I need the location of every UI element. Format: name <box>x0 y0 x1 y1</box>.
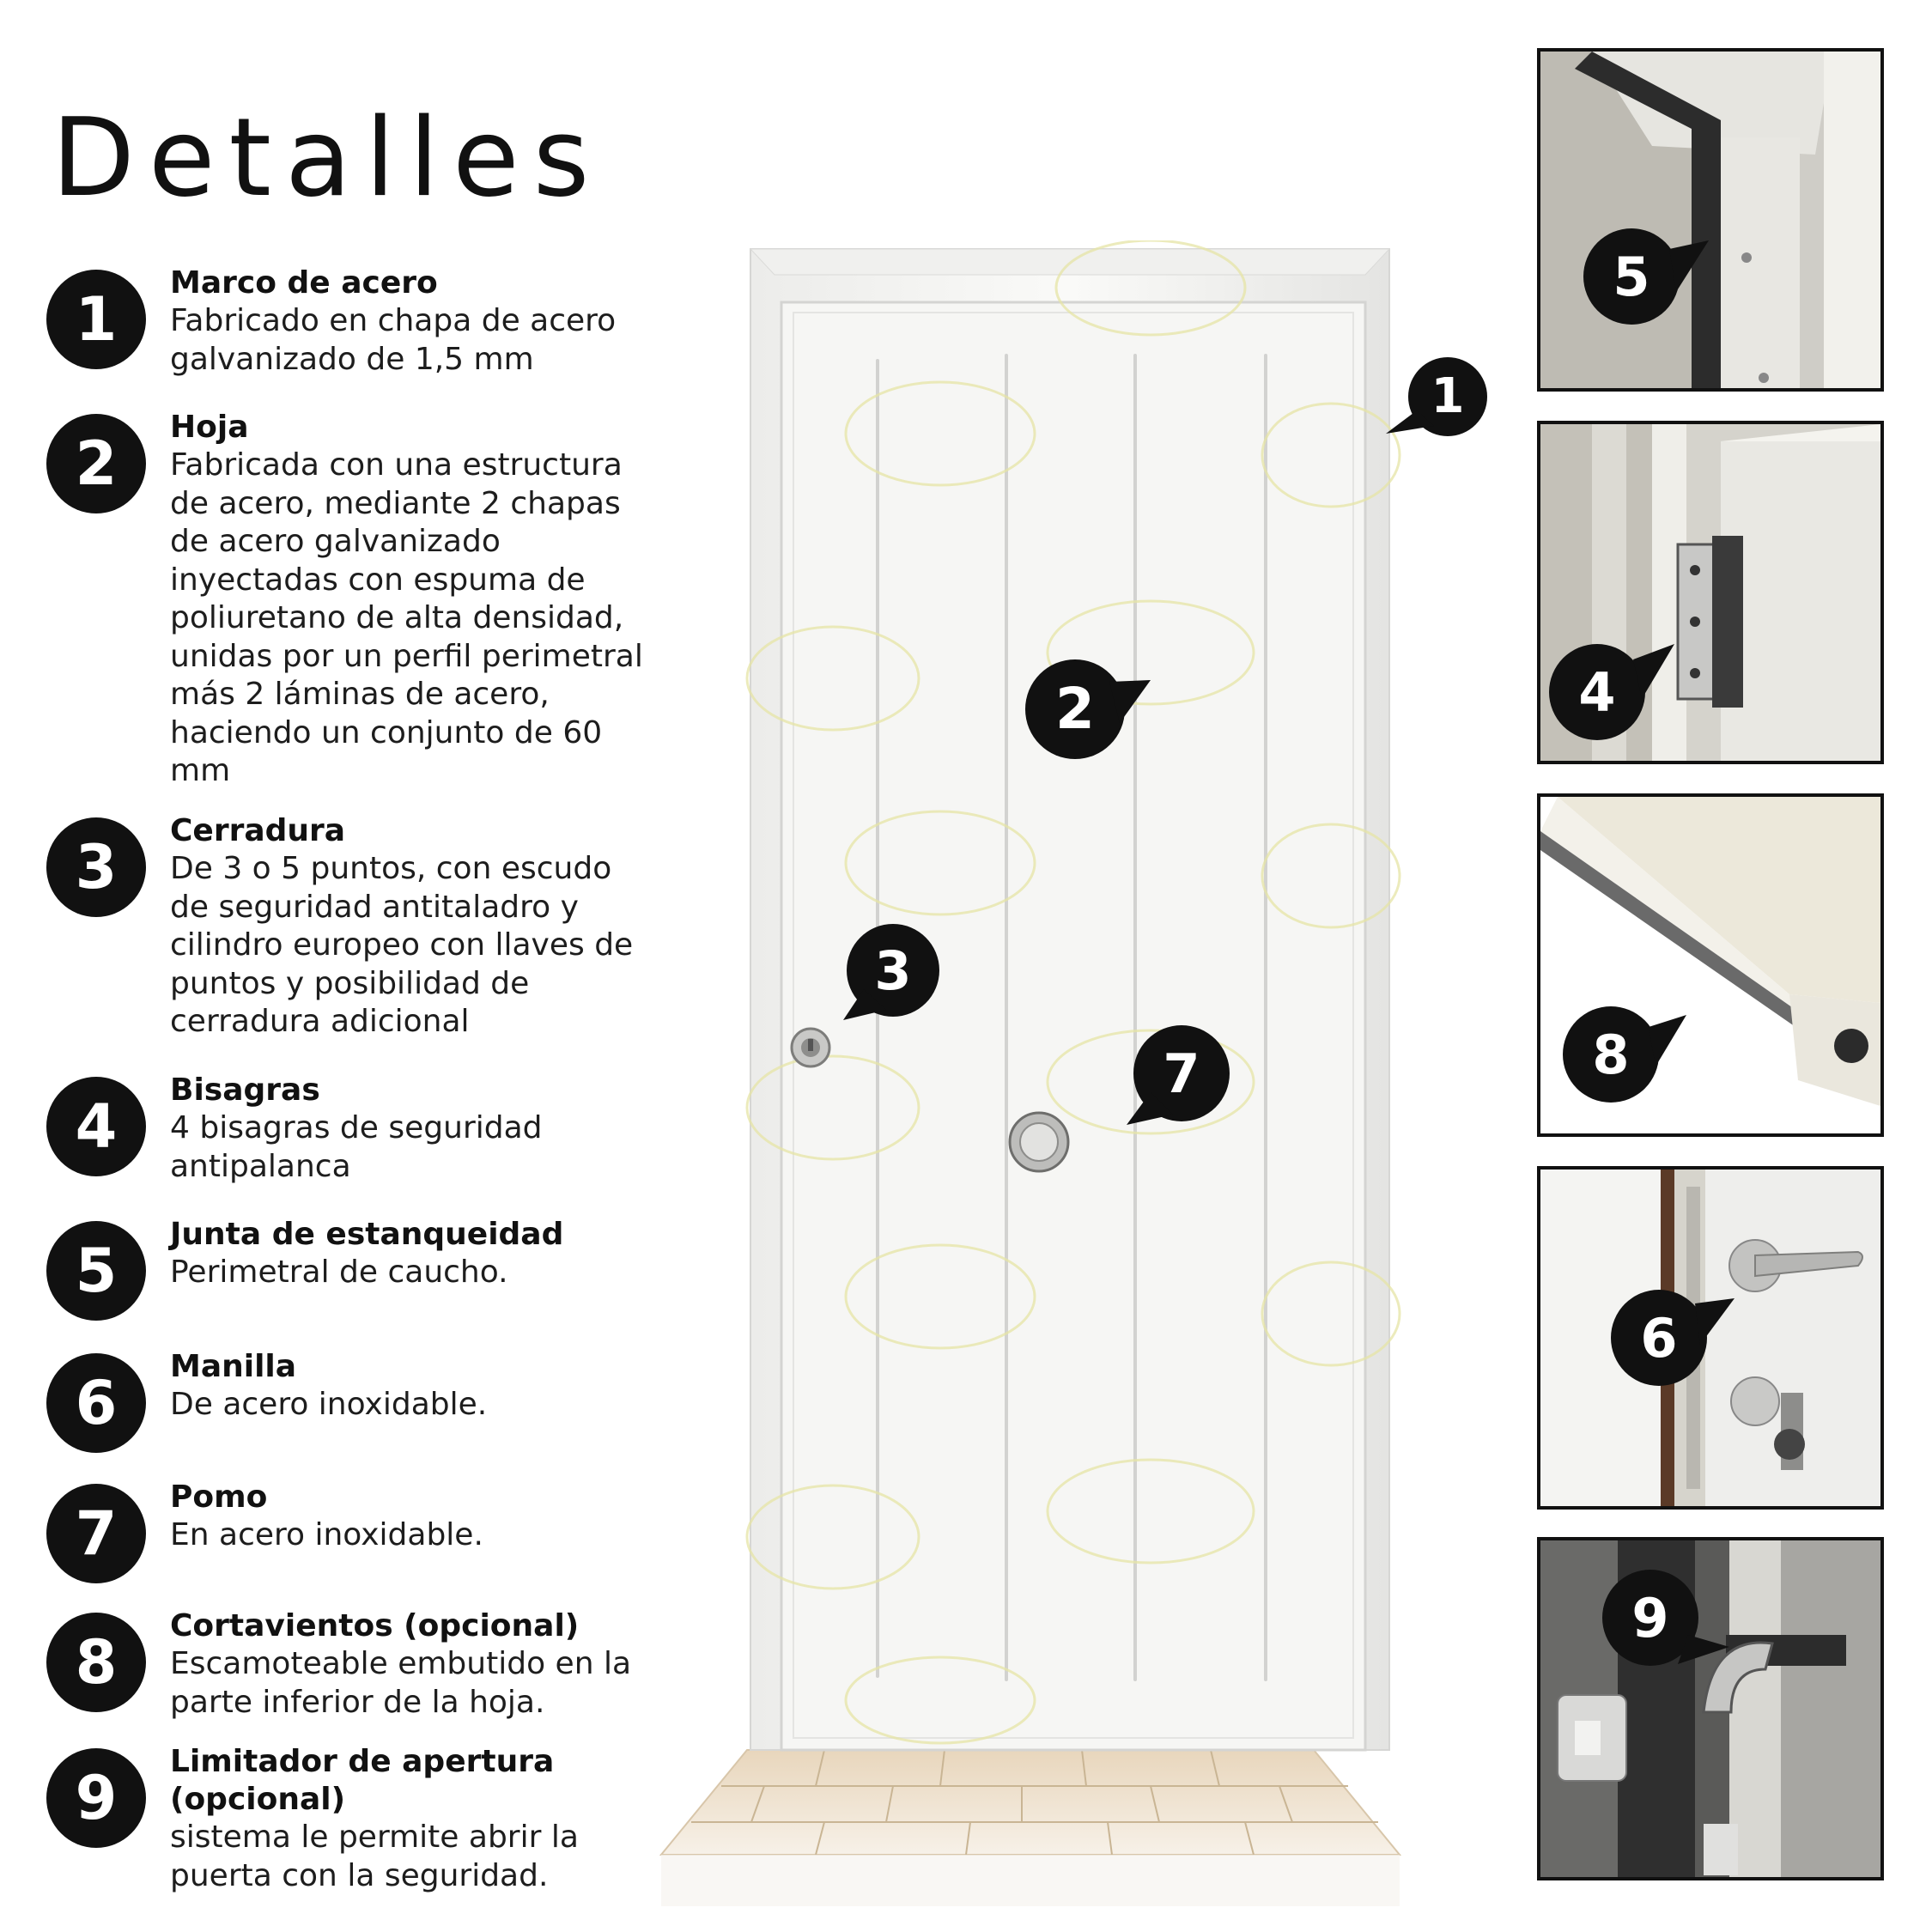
feature-junta <box>46 1216 665 1306</box>
feature-title: Junta de estanqueidad <box>170 1217 564 1252</box>
feature-description: sistema le permite abrir la puerta con la seguridad. <box>170 1820 579 1893</box>
feature-title: Hoja <box>170 410 249 445</box>
marker-number: 3 <box>874 939 912 1002</box>
feature-title: Cerradura <box>170 813 346 848</box>
marker-number: 9 <box>1631 1587 1669 1649</box>
marker-number: 8 <box>1592 1024 1630 1086</box>
number-badge: 4 <box>46 1077 146 1176</box>
feature-title: Bisagras <box>170 1072 320 1108</box>
marker-number: 1 <box>1431 368 1465 424</box>
marker-number: 6 <box>1640 1307 1678 1370</box>
feature-hoja <box>46 409 665 791</box>
marker-1 <box>1384 343 1499 438</box>
marker-number: 7 <box>1163 1042 1200 1105</box>
feature-title: Pomo <box>170 1479 268 1515</box>
feature-description: Perimetral de caucho. <box>170 1255 508 1290</box>
feature-cortavientos <box>46 1607 665 1722</box>
feature-description: De 3 o 5 puntos, con escudo de seguridad antitaladro y cilindro europeo con llaves de puntos y posibilidad de cerradura adicional <box>170 851 634 1039</box>
page-title: Detalles <box>52 94 604 221</box>
feature-description: Fabricada con una estructura de acero, mediante 2 chapas de acero galvanizado inyectadas con espuma de poliuretano de alta densidad, unidas por un perfil perimetral más 2 láminas de acero, haciendo un conjunto de 60 mm <box>170 447 643 788</box>
door-knob <box>1010 1113 1068 1171</box>
photo-cortavientos <box>1537 793 1884 1137</box>
floor-stones <box>661 1750 1400 1906</box>
marker-3 <box>838 920 941 1024</box>
feature-description: Fabricado en chapa de acero galvanizado de 1,5 mm <box>170 303 617 377</box>
lock-cylinder <box>792 1029 829 1066</box>
photo-manilla <box>1537 1166 1884 1510</box>
door-illustration <box>653 240 1425 1915</box>
feature-limitador <box>46 1743 665 1895</box>
number-badge: 9 <box>46 1748 146 1848</box>
feature-description: 4 bisagras de seguridad antipalanca <box>170 1110 543 1184</box>
number-badge: 2 <box>46 414 146 513</box>
number-badge: 8 <box>46 1613 146 1712</box>
marker-number: 5 <box>1613 246 1650 308</box>
marker-number: 2 <box>1055 676 1095 742</box>
feature-title: Manilla <box>170 1349 297 1384</box>
photo-junta-estanqueidad <box>1537 48 1884 392</box>
number-badge: 5 <box>46 1221 146 1321</box>
number-badge: 3 <box>46 817 146 917</box>
feature-bisagras <box>46 1072 665 1186</box>
feature-pomo <box>46 1479 665 1569</box>
number-badge: 1 <box>46 270 146 369</box>
photo-bisagras <box>1537 421 1884 764</box>
feature-description: En acero inoxidable. <box>170 1517 483 1552</box>
feature-title: Limitador de apertura (opcional) <box>170 1744 555 1817</box>
feature-marco <box>46 264 665 379</box>
feature-title: Cortavientos (opcional) <box>170 1608 580 1643</box>
photo-limitador <box>1537 1537 1884 1880</box>
feature-cerradura <box>46 812 665 1042</box>
marker-2 <box>1024 656 1152 768</box>
marker-7 <box>1123 1024 1235 1130</box>
number-badge: 7 <box>46 1484 146 1583</box>
marker-number: 4 <box>1578 661 1616 724</box>
feature-description: Escamoteable embutido en la parte inferior de la hoja. <box>170 1646 632 1720</box>
feature-title: Marco de acero <box>170 265 438 301</box>
number-badge: 6 <box>46 1353 146 1453</box>
feature-manilla <box>46 1348 665 1438</box>
feature-description: De acero inoxidable. <box>170 1387 488 1422</box>
